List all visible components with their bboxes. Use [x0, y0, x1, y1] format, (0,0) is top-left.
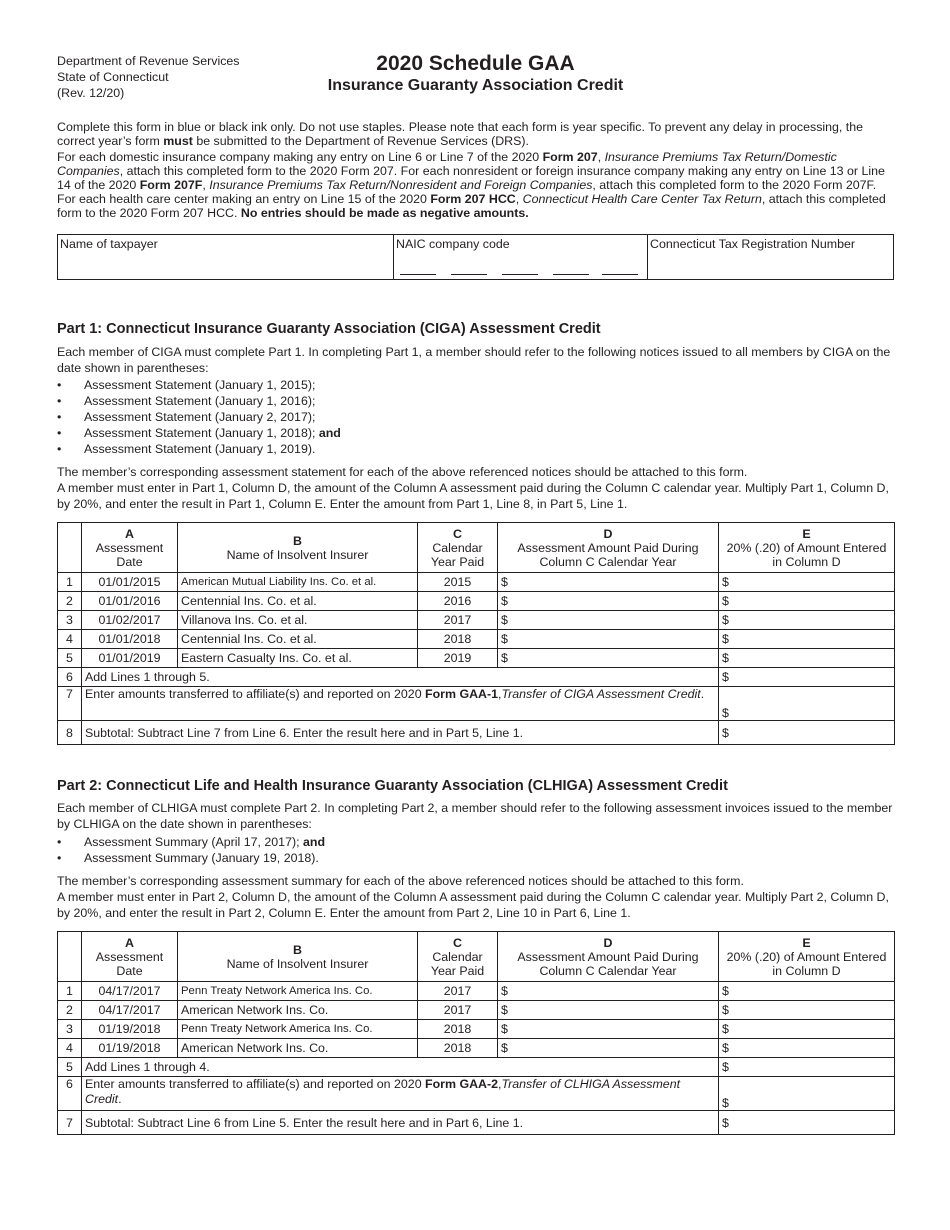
total-label: Add Lines 1 through 4.: [82, 1058, 719, 1077]
table-header-row: [58, 932, 895, 982]
transfer-input[interactable]: $: [719, 687, 895, 721]
calendar-year-paid: 2016: [418, 592, 498, 611]
credit-amount-input[interactable]: $: [719, 630, 895, 649]
insolvent-insurer: Centennial Ins. Co. et al.: [178, 630, 418, 649]
taxpayer-name-field[interactable]: [58, 235, 394, 279]
transfer-label: [82, 1077, 719, 1111]
insolvent-insurer: Villanova Ins. Co. et al.: [178, 611, 418, 630]
naic-digit-blank: [553, 274, 589, 275]
subtotal-row: [58, 1111, 895, 1135]
column-letter: D: [603, 526, 613, 541]
part1-intro: Each member of CIGA must complete Part 1. In completing Part 1, a member should refer to the following notices issued to all members by CIGA on the date shown in parentheses:: [57, 345, 891, 375]
part2-table: [57, 931, 895, 1135]
insolvent-insurer: Penn Treaty Network America Ins. Co.: [178, 1020, 418, 1039]
credit-amount-input[interactable]: $: [719, 649, 895, 668]
transfer-input[interactable]: $: [719, 1077, 895, 1111]
table-row: [58, 982, 895, 1001]
credit-amount-input[interactable]: $: [719, 982, 895, 1001]
line-number: 6: [58, 1077, 82, 1111]
line-number: 3: [58, 611, 82, 630]
form-header: [57, 50, 894, 120]
assessment-date: 01/01/2015: [82, 573, 178, 592]
calendar-year-paid: 2017: [418, 1001, 498, 1020]
column-header-b: [178, 932, 418, 982]
column-letter: C: [453, 935, 462, 950]
line-number: 6: [58, 668, 82, 687]
line-number: 8: [58, 721, 82, 745]
agency-block: [57, 53, 297, 101]
part2-intro: Each member of CLHIGA must complete Part 2. In completing Part 2, a member should refer to the following assessment invoices issued to the member by CLHIGA on the date shown in parentheses:: [57, 801, 893, 831]
agency-name: Department of Revenue Services: [57, 54, 240, 68]
column-label: Assessment Amount Paid During Column C Calendar Year: [517, 949, 699, 978]
calendar-year-paid: 2017: [418, 982, 498, 1001]
column-header-e: [719, 523, 895, 573]
naic-code-field[interactable]: [394, 235, 648, 279]
table-row: [58, 573, 895, 592]
title-block: [307, 52, 644, 96]
subtotal-label: Subtotal: Subtract Line 6 from Line 5. Enter the result here and in Part 6, Line 1.: [82, 1111, 719, 1135]
column-label: 20% (.20) of Amount Entered in Column D: [726, 949, 887, 978]
punct: .: [700, 687, 705, 701]
amount-paid-input[interactable]: $: [498, 982, 719, 1001]
column-label: Assessment Date: [95, 540, 164, 569]
line-number: 7: [58, 1111, 82, 1135]
part1-note-instructions: A member must enter in Part 1, Column D, the amount of the Column A assessment paid during the Column C calendar year. Multiply Part 1, Column D, by 20%, and enter the result in Part 1, Column E. Enter the amount from Part 1, Line 8, in Part 5, Line 1.: [57, 481, 889, 511]
part2-heading: Part 2: Connecticut Life and Health Insurance Guaranty Association (CLHIGA) Assessment Credit: [57, 778, 728, 794]
list-item: • Assessment Statement (January 1, 2019).: [57, 441, 894, 457]
insolvent-insurer: American Network Ins. Co.: [178, 1001, 418, 1020]
transfer-text: Enter amounts transferred to affiliate(s) and reported on 2020: [85, 1077, 426, 1091]
assessment-date: 01/01/2016: [82, 592, 178, 611]
line-number: 7: [58, 687, 82, 721]
part2-note-attach: The member’s corresponding assessment summary for each of the above referenced notices should be attached to this form.: [57, 874, 744, 888]
column-letter: A: [125, 935, 134, 950]
form-reference: Form GAA-2: [425, 1077, 499, 1091]
line-number: 1: [58, 982, 82, 1001]
amount-paid-input[interactable]: $: [498, 611, 719, 630]
transfer-row: [58, 1077, 895, 1111]
column-header-b: [178, 523, 418, 573]
table-row: [58, 1039, 895, 1058]
subtotal-input[interactable]: $: [719, 1111, 895, 1135]
table-row: [58, 611, 895, 630]
transfer-label: [82, 687, 719, 721]
column-label: Name of Insolvent Insurer: [226, 956, 369, 971]
list-item: • Assessment Statement (January 1, 2015);: [57, 377, 894, 393]
part1-table: [57, 522, 895, 745]
assessment-date: 04/17/2017: [82, 1001, 178, 1020]
column-header-a: [82, 932, 178, 982]
table-row: [58, 630, 895, 649]
line-number: 2: [58, 1001, 82, 1020]
column-header-c: [418, 523, 498, 573]
insolvent-insurer: American Network Ins. Co.: [178, 1039, 418, 1058]
total-input[interactable]: $: [719, 1058, 895, 1077]
line-number-header: [58, 932, 82, 982]
column-header-c: [418, 932, 498, 982]
list-item: • Assessment Summary (April 17, 2017); and: [57, 834, 894, 850]
part2-note-instructions: A member must enter in Part 2, Column D, the amount of the Column A assessment paid during the Column C calendar year. Multiply Part 2, Column D, by 20%, and enter the result in Part 2, Column E. Enter the amount from Part 2, Line 10 in Part 6, Line 1.: [57, 890, 889, 920]
form-title-reference: Transfer of CIGA Assessment Credit: [501, 687, 701, 701]
punct: ,: [498, 1077, 502, 1091]
part1-notice-list: [57, 377, 894, 457]
line-number: 4: [58, 1039, 82, 1058]
insolvent-insurer: Eastern Casualty Ins. Co. et al.: [178, 649, 418, 668]
subtotal-input[interactable]: $: [719, 721, 895, 745]
credit-amount-input[interactable]: $: [719, 1039, 895, 1058]
state-name: State of Connecticut: [57, 70, 169, 84]
credit-amount-input[interactable]: $: [719, 611, 895, 630]
column-letter: A: [125, 526, 134, 541]
form-page: [57, 50, 894, 1135]
line-number: 3: [58, 1020, 82, 1039]
assessment-date: 04/17/2017: [82, 982, 178, 1001]
naic-digit-blank: [451, 274, 487, 275]
column-header-e: [719, 932, 895, 982]
calendar-year-paid: 2018: [418, 1020, 498, 1039]
form-title-reference: Transfer of CLHIGA Assessment Credit: [85, 1077, 681, 1106]
column-label: Calendar Year Paid: [430, 540, 485, 569]
table-row: [58, 1020, 895, 1039]
part1-heading: Part 1: Connecticut Insurance Guaranty Association (CIGA) Assessment Credit: [57, 321, 601, 337]
part1-note-attach: The member’s corresponding assessment statement for each of the above referenced notices should be attached to this form.: [57, 465, 748, 479]
list-item: • Assessment Summary (January 19, 2018).: [57, 850, 894, 866]
credit-amount-input[interactable]: $: [719, 1001, 895, 1020]
transfer-text: Enter amounts transferred to affiliate(s) and reported on 2020: [85, 687, 426, 701]
transfer-row: [58, 687, 895, 721]
assessment-date: 01/19/2018: [82, 1020, 178, 1039]
table-row: [58, 1001, 895, 1020]
line-number-header: [58, 523, 82, 573]
form-subtitle: Insurance Guaranty Association Credit: [327, 77, 624, 94]
table-header-row: [58, 523, 895, 573]
column-label: Calendar Year Paid: [430, 949, 485, 978]
calendar-year-paid: 2015: [418, 573, 498, 592]
list-item: • Assessment Statement (January 1, 2018); and: [57, 425, 894, 441]
calendar-year-paid: 2017: [418, 611, 498, 630]
total-row: [58, 668, 895, 687]
assessment-date: 01/02/2017: [82, 611, 178, 630]
punct: .: [118, 1092, 122, 1106]
taxpayer-info-box: [57, 234, 894, 280]
line-number: 1: [58, 573, 82, 592]
list-item: • Assessment Statement (January 2, 2017);: [57, 409, 894, 425]
column-letter: C: [453, 526, 462, 541]
amount-paid-input[interactable]: $: [498, 592, 719, 611]
total-label: Add Lines 1 through 5.: [82, 668, 719, 687]
column-label: 20% (.20) of Amount Entered in Column D: [726, 540, 887, 569]
assessment-date: 01/19/2018: [82, 1039, 178, 1058]
part2-notice-list: [57, 834, 894, 866]
insolvent-insurer: American Mutual Liability Ins. Co. et al.: [178, 573, 418, 592]
column-header-a: [82, 523, 178, 573]
amount-paid-input[interactable]: $: [498, 1001, 719, 1020]
credit-amount-input[interactable]: $: [719, 573, 895, 592]
insolvent-insurer: Centennial Ins. Co. et al.: [178, 592, 418, 611]
instructions-attach: For each domestic insurance company making any entry on Line 6 or Line 7 of the 2020 Form 207, Insurance Premiums Tax Return/Domestic Companies, attach this completed form to the 2020 Form 207. For each nonresident or foreign insurance company making any entry on Line 13 or Line 14 of the 2020 Form 207F, Insurance Premiums Tax Return/Nonresident and Foreign Companies, attach this completed form to the 2020 Form 207F. For each health care center making an entry on Line 15 of the 2020 Form 207 HCC, Connecticut Health Care Center Tax Return, attach this completed form to the 2020 Form 207 HCC. No entries should be made as negative amounts.: [57, 150, 886, 220]
punct: ,: [498, 687, 502, 701]
instructions-ink: Complete this form in blue or black ink only. Do not use staples. Please note that each form is year specific. To prevent any delay in processing, the correct year’s form must be submitted to the Department of Revenue Services (DRS).: [57, 120, 864, 148]
list-item: • Assessment Statement (January 1, 2016);: [57, 393, 894, 409]
line-number: 5: [58, 1058, 82, 1077]
amount-paid-input[interactable]: $: [498, 573, 719, 592]
form-title: 2020 Schedule GAA: [376, 52, 575, 75]
amount-paid-input[interactable]: $: [498, 630, 719, 649]
line-number: 5: [58, 649, 82, 668]
total-row: [58, 1058, 895, 1077]
column-header-d: [498, 932, 719, 982]
column-letter: E: [802, 526, 811, 541]
naic-digit-blank: [502, 274, 538, 275]
line-number: 4: [58, 630, 82, 649]
column-label: Assessment Amount Paid During Column C Calendar Year: [517, 540, 699, 569]
column-label: Name of Insolvent Insurer: [226, 547, 369, 562]
credit-amount-input[interactable]: $: [719, 592, 895, 611]
total-input[interactable]: $: [719, 668, 895, 687]
naic-code-label: NAIC company code: [396, 237, 510, 251]
subtotal-row: [58, 721, 895, 745]
subtotal-label: Subtotal: Subtract Line 7 from Line 6. Enter the result here and in Part 5, Line 1.: [82, 721, 719, 745]
column-letter: B: [293, 533, 302, 548]
amount-paid-input[interactable]: $: [498, 1020, 719, 1039]
tax-registration-field[interactable]: [648, 235, 893, 279]
assessment-date: 01/01/2018: [82, 630, 178, 649]
amount-paid-input[interactable]: $: [498, 649, 719, 668]
column-letter: E: [802, 935, 811, 950]
calendar-year-paid: 2019: [418, 649, 498, 668]
naic-digit-blank: [602, 274, 638, 275]
amount-paid-input[interactable]: $: [498, 1039, 719, 1058]
line-number: 2: [58, 592, 82, 611]
calendar-year-paid: 2018: [418, 1039, 498, 1058]
tax-registration-label: Connecticut Tax Registration Number: [650, 237, 856, 251]
column-letter: D: [603, 935, 613, 950]
column-letter: B: [293, 942, 302, 957]
credit-amount-input[interactable]: $: [719, 1020, 895, 1039]
table-row: [58, 649, 895, 668]
taxpayer-name-label: Name of taxpayer: [60, 237, 158, 251]
form-reference: Form GAA-1: [425, 687, 499, 701]
table-row: [58, 592, 895, 611]
assessment-date: 01/01/2019: [82, 649, 178, 668]
column-label: Assessment Date: [95, 949, 164, 978]
calendar-year-paid: 2018: [418, 630, 498, 649]
revision: (Rev. 12/20): [57, 86, 125, 100]
column-header-d: [498, 523, 719, 573]
naic-digit-blank: [400, 274, 436, 275]
insolvent-insurer: Penn Treaty Network America Ins. Co.: [178, 982, 418, 1001]
